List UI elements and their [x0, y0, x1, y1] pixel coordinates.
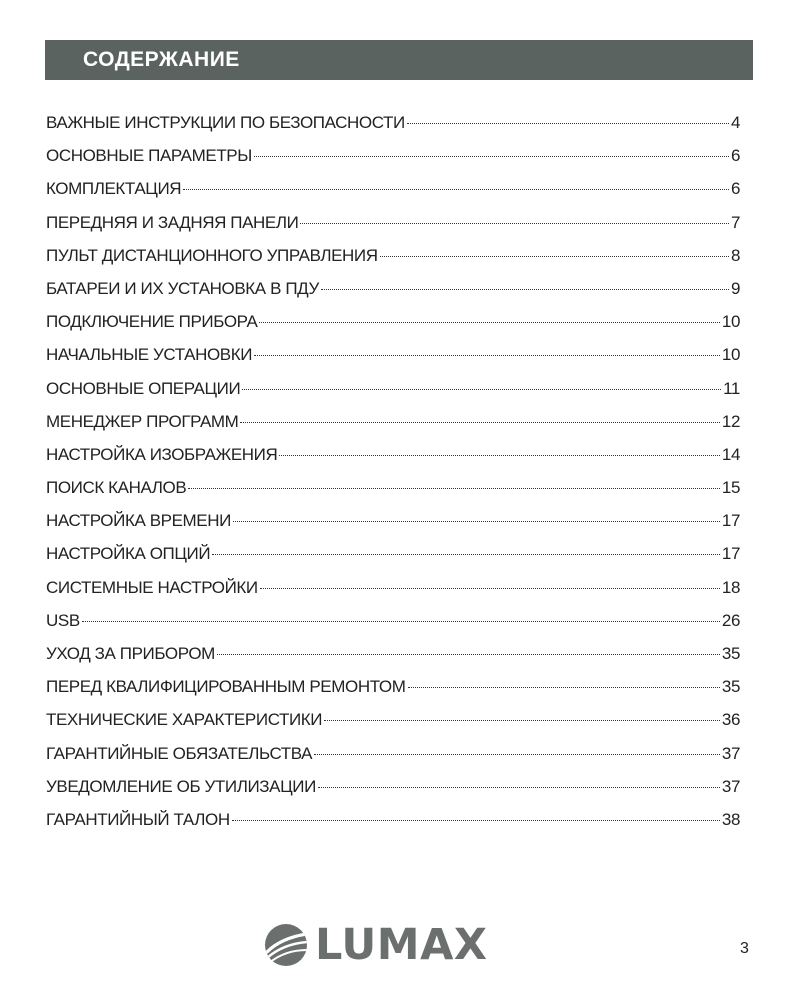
lumax-swirl-icon — [263, 922, 309, 968]
toc-entry-title: УХОД ЗА ПРИБОРОМ — [46, 644, 215, 663]
toc-entry — [46, 544, 740, 577]
toc-entry — [46, 113, 740, 146]
toc-entry-title: КОМПЛЕКТАЦИЯ — [46, 179, 182, 199]
toc-entry-page: 12 — [721, 411, 740, 431]
toc-dot-leader — [188, 488, 720, 489]
toc-dot-leader — [380, 256, 729, 257]
toc-entry-page: 10 — [721, 312, 740, 332]
toc-dot-leader — [212, 554, 720, 555]
toc-entry-title: МЕНЕДЖЕР ПРОГРАММ — [46, 411, 239, 431]
toc-dot-leader — [279, 455, 720, 456]
toc-entry — [46, 379, 740, 412]
toc-entry-title: ОСНОВНЫЕ ОПЕРАЦИИ — [46, 378, 241, 398]
toc-dot-leader — [232, 820, 720, 821]
toc-entry — [46, 213, 740, 246]
toc-entry-title: НАСТРОЙКА ИЗОБРАЖЕНИЯ — [46, 444, 278, 464]
toc-entry-page: 14 — [721, 444, 740, 464]
toc-entry-title: USB — [46, 610, 80, 630]
toc-dot-leader — [407, 123, 729, 124]
toc-entry — [46, 179, 740, 212]
toc-entry — [46, 511, 740, 544]
toc-entry-title: БАТАРЕИ И ИХ УСТАНОВКА В ПДУ — [46, 278, 319, 298]
toc-entry — [46, 279, 740, 312]
toc-entry-title: ТЕХНИЧЕСКИЕ ХАРАКТЕРИСТИКИ — [46, 710, 323, 730]
toc-dot-leader — [314, 754, 720, 755]
page-title: СОДЕРЖАНИЕ — [83, 48, 240, 71]
toc-entry — [46, 744, 740, 777]
toc-entry — [46, 777, 740, 810]
header-bar — [45, 40, 753, 80]
toc-dot-leader — [240, 422, 719, 423]
toc-dot-leader — [217, 654, 720, 655]
toc-dot-leader — [260, 588, 720, 589]
toc-entry-page: 36 — [721, 710, 740, 730]
toc-entry — [46, 478, 740, 511]
toc-entry — [46, 345, 740, 378]
toc-dot-leader — [183, 189, 729, 190]
toc-entry — [46, 578, 740, 611]
toc-dot-leader — [259, 322, 720, 323]
table-of-contents — [46, 113, 740, 843]
toc-entry-title: ОСНОВНЫЕ ПАРАМЕТРЫ — [46, 146, 252, 166]
toc-entry-page: 26 — [721, 610, 740, 630]
toc-entry — [46, 810, 740, 843]
toc-entry — [46, 677, 740, 710]
toc-entry — [46, 412, 740, 445]
toc-entry-page: 10 — [721, 345, 740, 365]
toc-entry — [46, 611, 740, 644]
toc-entry-page: 37 — [721, 743, 740, 763]
toc-dot-leader — [233, 521, 720, 522]
toc-dot-leader — [318, 787, 720, 788]
toc-entry — [46, 146, 740, 179]
toc-entry-title: СИСТЕМНЫЕ НАСТРОЙКИ — [46, 577, 258, 597]
toc-entry — [46, 644, 740, 677]
toc-entry-title: УВЕДОМЛЕНИЕ ОБ УТИЛИЗАЦИИ — [46, 776, 316, 796]
toc-entry — [46, 445, 740, 478]
toc-entry-page: 17 — [721, 511, 740, 531]
toc-entry-page: 7 — [730, 212, 740, 232]
toc-entry-page: 35 — [721, 677, 740, 697]
page-number: 3 — [740, 940, 749, 957]
brand-logo — [263, 920, 488, 970]
toc-dot-leader — [408, 687, 720, 688]
toc-entry-page: 11 — [723, 378, 740, 398]
toc-entry-page: 6 — [730, 179, 740, 199]
toc-entry-title: ПЕРЕДНЯЯ И ЗАДНЯЯ ПАНЕЛИ — [46, 212, 299, 232]
toc-entry-page: 6 — [730, 146, 740, 166]
toc-entry-page: 9 — [730, 278, 740, 298]
toc-dot-leader — [321, 289, 729, 290]
toc-entry-page: 15 — [721, 478, 740, 498]
toc-entry-page: 8 — [730, 245, 740, 265]
logo-wordmark: LUMAX — [315, 919, 488, 970]
toc-dot-leader — [254, 156, 729, 157]
toc-dot-leader — [242, 389, 721, 390]
toc-entry-page: 37 — [721, 776, 740, 796]
toc-entry-title: ПЕРЕД КВАЛИФИЦИРОВАННЫМ РЕМОНТОМ — [46, 677, 406, 697]
toc-entry-title: НАСТРОЙКА ОПЦИЙ — [46, 544, 211, 564]
toc-entry-page: 35 — [721, 644, 740, 663]
toc-entry — [46, 312, 740, 345]
toc-entry-page: 17 — [721, 544, 740, 564]
toc-dot-leader — [324, 720, 720, 721]
toc-entry-title: ПОИСК КАНАЛОВ — [46, 478, 187, 498]
toc-entry-title: НАСТРОЙКА ВРЕМЕНИ — [46, 511, 231, 531]
toc-entry — [46, 710, 740, 743]
toc-entry-title: ПОДКЛЮЧЕНИЕ ПРИБОРА — [46, 312, 258, 332]
toc-entry-title: ГАРАНТИЙНЫЙ ТАЛОН — [46, 809, 230, 829]
toc-entry-title: ГАРАНТИЙНЫЕ ОБЯЗАТЕЛЬСТВА — [46, 743, 313, 763]
toc-dot-leader — [82, 621, 720, 622]
toc-entry-title: НАЧАЛЬНЫЕ УСТАНОВКИ — [46, 345, 253, 365]
toc-entry-page: 4 — [730, 113, 740, 132]
toc-entry-page: 18 — [721, 577, 740, 597]
toc-entry — [46, 246, 740, 279]
toc-entry-title: ВАЖНЫЕ ИНСТРУКЦИИ ПО БЕЗОПАСНОСТИ — [46, 113, 405, 132]
toc-dot-leader — [300, 223, 729, 224]
toc-entry-page: 38 — [721, 809, 740, 829]
toc-dot-leader — [254, 355, 720, 356]
toc-entry-title: ПУЛЬТ ДИСТАНЦИОННОГО УПРАВЛЕНИЯ — [46, 245, 378, 265]
